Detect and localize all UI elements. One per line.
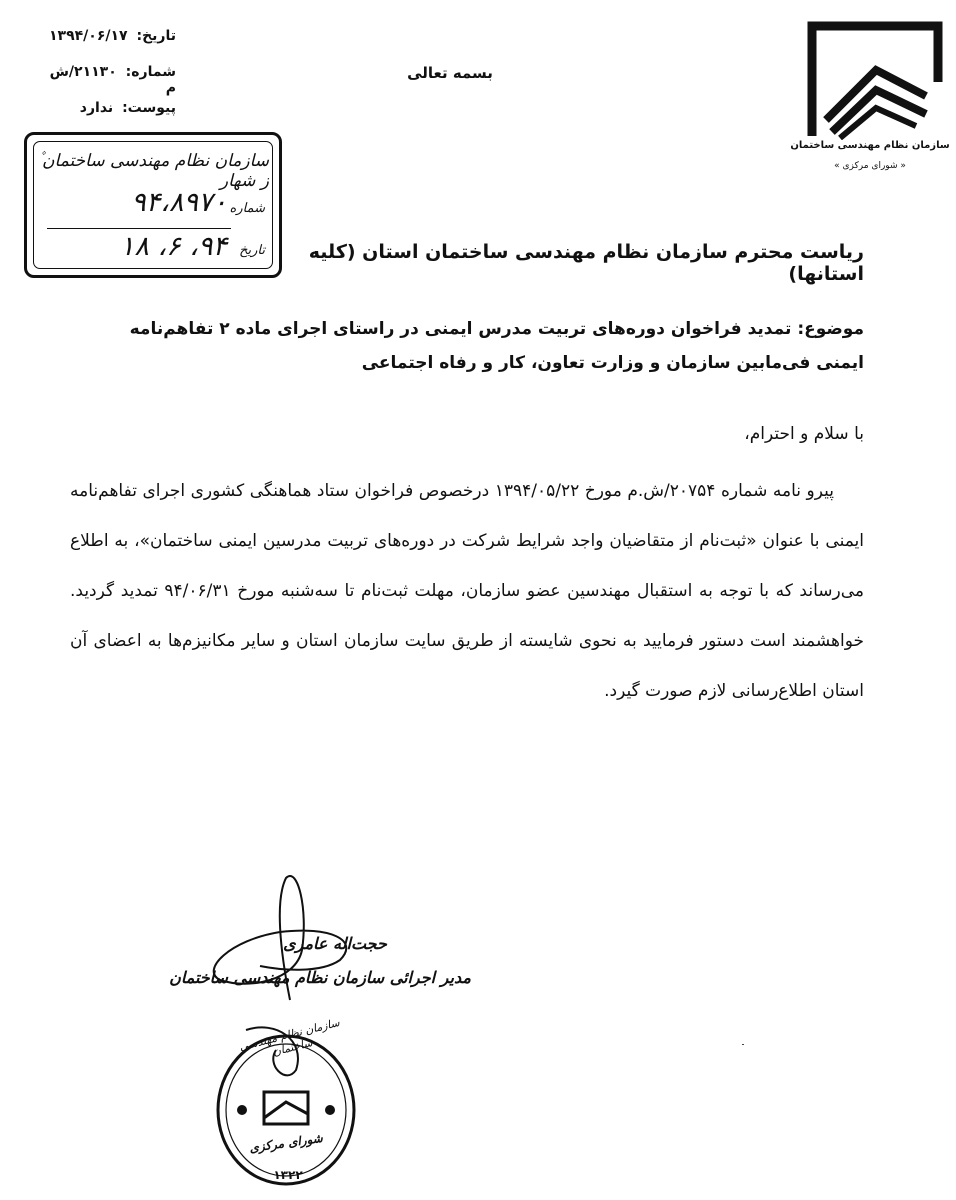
letter-body: [70, 466, 864, 716]
letter-number: [36, 64, 176, 96]
logo-subtitle: « شورای مرکزی »: [834, 161, 906, 171]
logo-title: سازمان نظام مهندسی ساختمان: [790, 140, 950, 151]
stamp-date-label: تاریخ: [239, 243, 265, 258]
seal-text: سازمان نظام مهندسی ساختمان: [237, 1015, 341, 1059]
number-value: ۲۱۱۳۰/ش م: [49, 64, 176, 96]
seal-subtitle: شورای مرکزی: [248, 1130, 324, 1156]
stray-mark: [742, 1044, 744, 1045]
number-label: شماره:: [125, 64, 176, 80]
body-paragraph: پیرو نامه شماره ۲۰۷۵۴/ش.م مورخ ۱۳۹۴/۰۵/۲۲ درخصوص فراخوان ستاد هماهنگی کشوری اجرای تفاهم‌نامه ایمنی با عنوان «ثبت‌نام از متقاضیان واجد شرایط شرکت در دوره‌های تربیت مدرسین ایمنی ساختمان»، به اطلاع می‌رساند که با توجه به استقبال مهندسین عضو سازمان، مهلت ثبت‌نام تا سه‌شنبه مورخ ۹۴/۰۶/۳۱ تمدید گردید. خواهشمند است دستور فرمایید به نحوی شایسته از طریق سایت سازمان استان و سایر مکانیزم‌ها به اعضای آن استان اطلاع‌رسانی لازم صورت گیرد.: [70, 481, 864, 701]
date-label: تاریخ:: [136, 28, 176, 44]
date-value: ۱۳۹۴/۰۶/۱۷: [49, 28, 128, 44]
attachment-label: پیوست:: [122, 100, 176, 116]
subject-text: تمدید فراخوان دوره‌های تربیت مدرس ایمنی در راستای اجرای ماده ۲ تفاهم‌نامه ایمنی فی‌مابین سازمان و وزارت تعاون، کار و رفاه اجتماعی: [129, 319, 864, 373]
attachment-value: ندارد: [79, 100, 114, 116]
subject: [84, 312, 864, 380]
stamp-number-label: شماره: [229, 201, 265, 216]
letter-attachment: [36, 100, 176, 116]
stamp-date-value: ۹۴، ۶، ۱۸: [119, 231, 227, 262]
roof-layers-logo-icon: [806, 20, 944, 140]
letter-date: [36, 28, 176, 44]
greeting: با سلام و احترام،: [744, 424, 864, 444]
subject-label: موضوع:: [797, 319, 864, 339]
stamp-org: سازمان نظام مهندسی ساختمان ۫ ز شهار: [37, 151, 269, 191]
signer-name: حجت‌اله عامری: [283, 934, 387, 953]
seal-year: ۱۳۲۲: [273, 1168, 303, 1182]
basmala: بسمه تعالی: [407, 64, 493, 82]
addressee: ریاست محترم سازمان نظام مهندسی ساختمان استان (کلیه استانها): [308, 241, 864, 285]
stamp-number-value: ۹۴،۸۹۷۰: [131, 187, 227, 218]
signer-title: مدیر اجرائی سازمان نظام مهندسی ساختمان: [169, 968, 471, 987]
